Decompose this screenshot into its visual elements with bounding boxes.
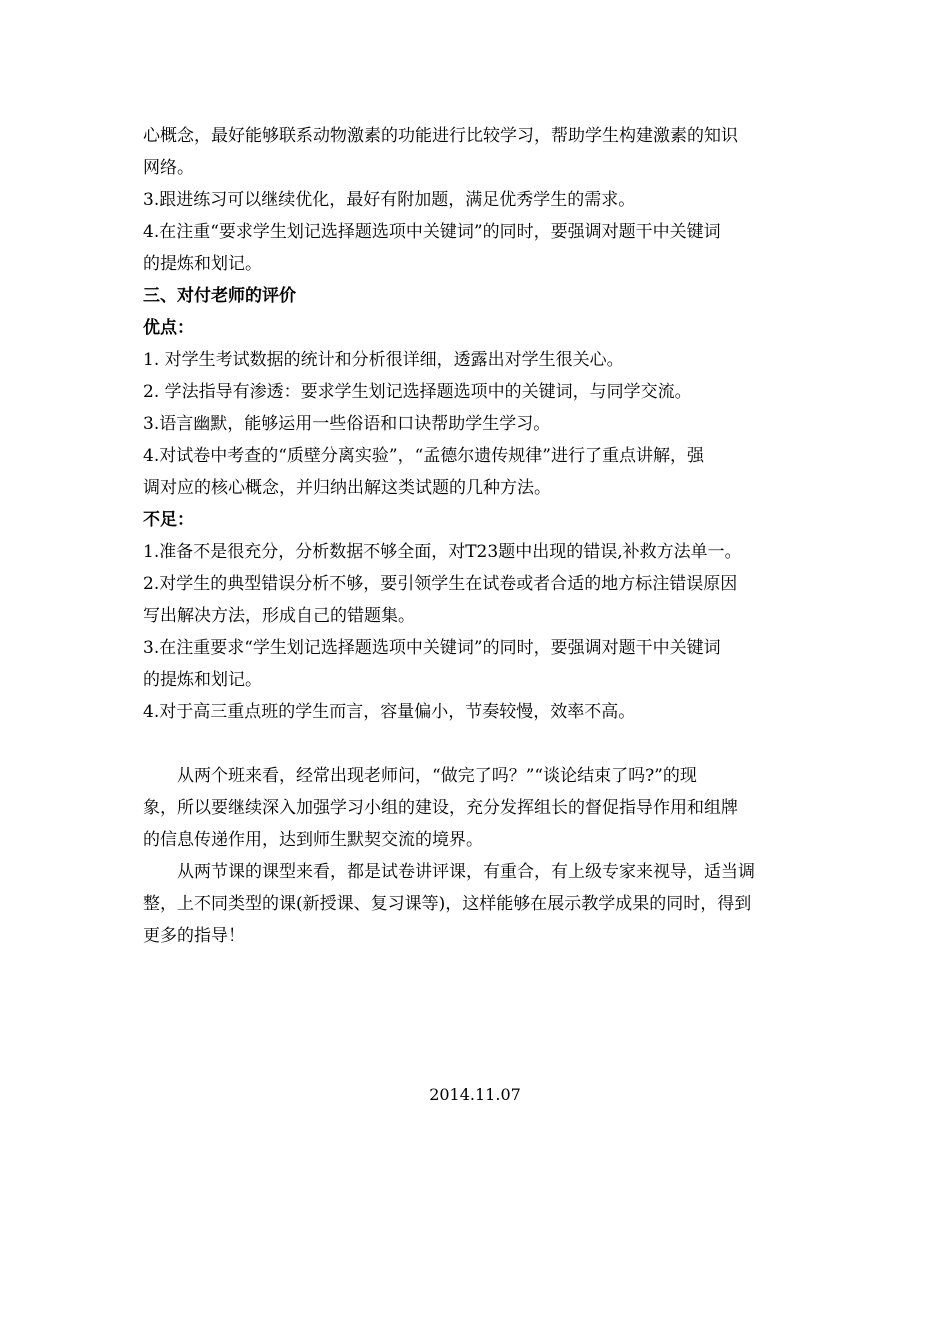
- suggestion-4-line-1: 4.在注重“要求学生划记选择题选项中关键词”的同时，要强调对题干中关键词: [143, 222, 721, 242]
- summary-p1-line-1: 从两个班来看，经常出现老师问，“做完了吗？”“谈论结束了吗?”的现: [177, 766, 697, 786]
- intro-line-2: 网络。: [143, 158, 194, 178]
- summary-p1-line-2: 象，所以要继续深入加强学习小组的建设，充分发挥组长的督促指导作用和组牌: [143, 798, 738, 818]
- pro-item-4-line-2: 调对应的核心概念，并归纳出解这类试题的几种方法。: [143, 478, 551, 498]
- paragraph-spacer: [143, 728, 811, 760]
- pro-item-1: 1. 对学生考试数据的统计和分析很详细，透露出对学生很关心。: [143, 350, 624, 370]
- con-item-3-line-1: 3.在注重要求“学生划记选择题选项中关键词”的同时，要强调对题干中关键词: [143, 638, 721, 658]
- summary-p2-line-1: 从两节课的课型来看，都是试卷讲评课，有重合，有上级专家来视导，适当调: [177, 862, 755, 882]
- suggestion-4-line-2: 的提炼和划记。: [143, 254, 262, 274]
- section-3-title: 三、对付老师的评价: [143, 286, 296, 306]
- pro-item-4-line-1: 4.对试卷中考查的“质壁分离实验”，“孟德尔遗传规律”进行了重点讲解，强: [143, 446, 704, 466]
- pros-title: 优点：: [143, 318, 194, 338]
- cons-title: 不足：: [143, 510, 194, 530]
- pro-item-3: 3.语言幽默，能够运用一些俗语和口诀帮助学生学习。: [143, 414, 551, 434]
- con-item-4: 4.对于高三重点班的学生而言，容量偏小，节奏较慢，效率不高。: [143, 702, 636, 722]
- document-body: [143, 120, 811, 952]
- con-item-2-line-2: 写出解决方法，形成自己的错题集。: [143, 606, 415, 626]
- con-item-3-line-2: 的提炼和划记。: [143, 670, 262, 690]
- suggestion-3: 3.跟进练习可以继续优化，最好有附加题，满足优秀学生的需求。: [143, 190, 636, 210]
- con-item-2-line-1: 2.对学生的典型错误分析不够，要引领学生在试卷或者合适的地方标注错误原因: [143, 574, 738, 594]
- pro-item-2: 2. 学法指导有渗透：要求学生划记选择题选项中的关键词，与同学交流。: [143, 382, 692, 402]
- summary-p2-line-2: 整，上不同类型的课(新授课、复习课等)，这样能够在展示教学成果的同时，得到: [143, 894, 752, 914]
- document-date: 2014.11.07: [429, 1085, 521, 1104]
- con-item-1: 1.准备不是很充分，分析数据不够全面，对T23题中出现的错误,补救方法单一。: [143, 542, 742, 562]
- summary-p2-line-3: 更多的指导！: [143, 926, 245, 946]
- intro-line-1: 心概念，最好能够联系动物激素的功能进行比较学习，帮助学生构建激素的知识: [143, 126, 738, 146]
- summary-p1-line-3: 的信息传递作用，达到师生默契交流的境界。: [143, 830, 483, 850]
